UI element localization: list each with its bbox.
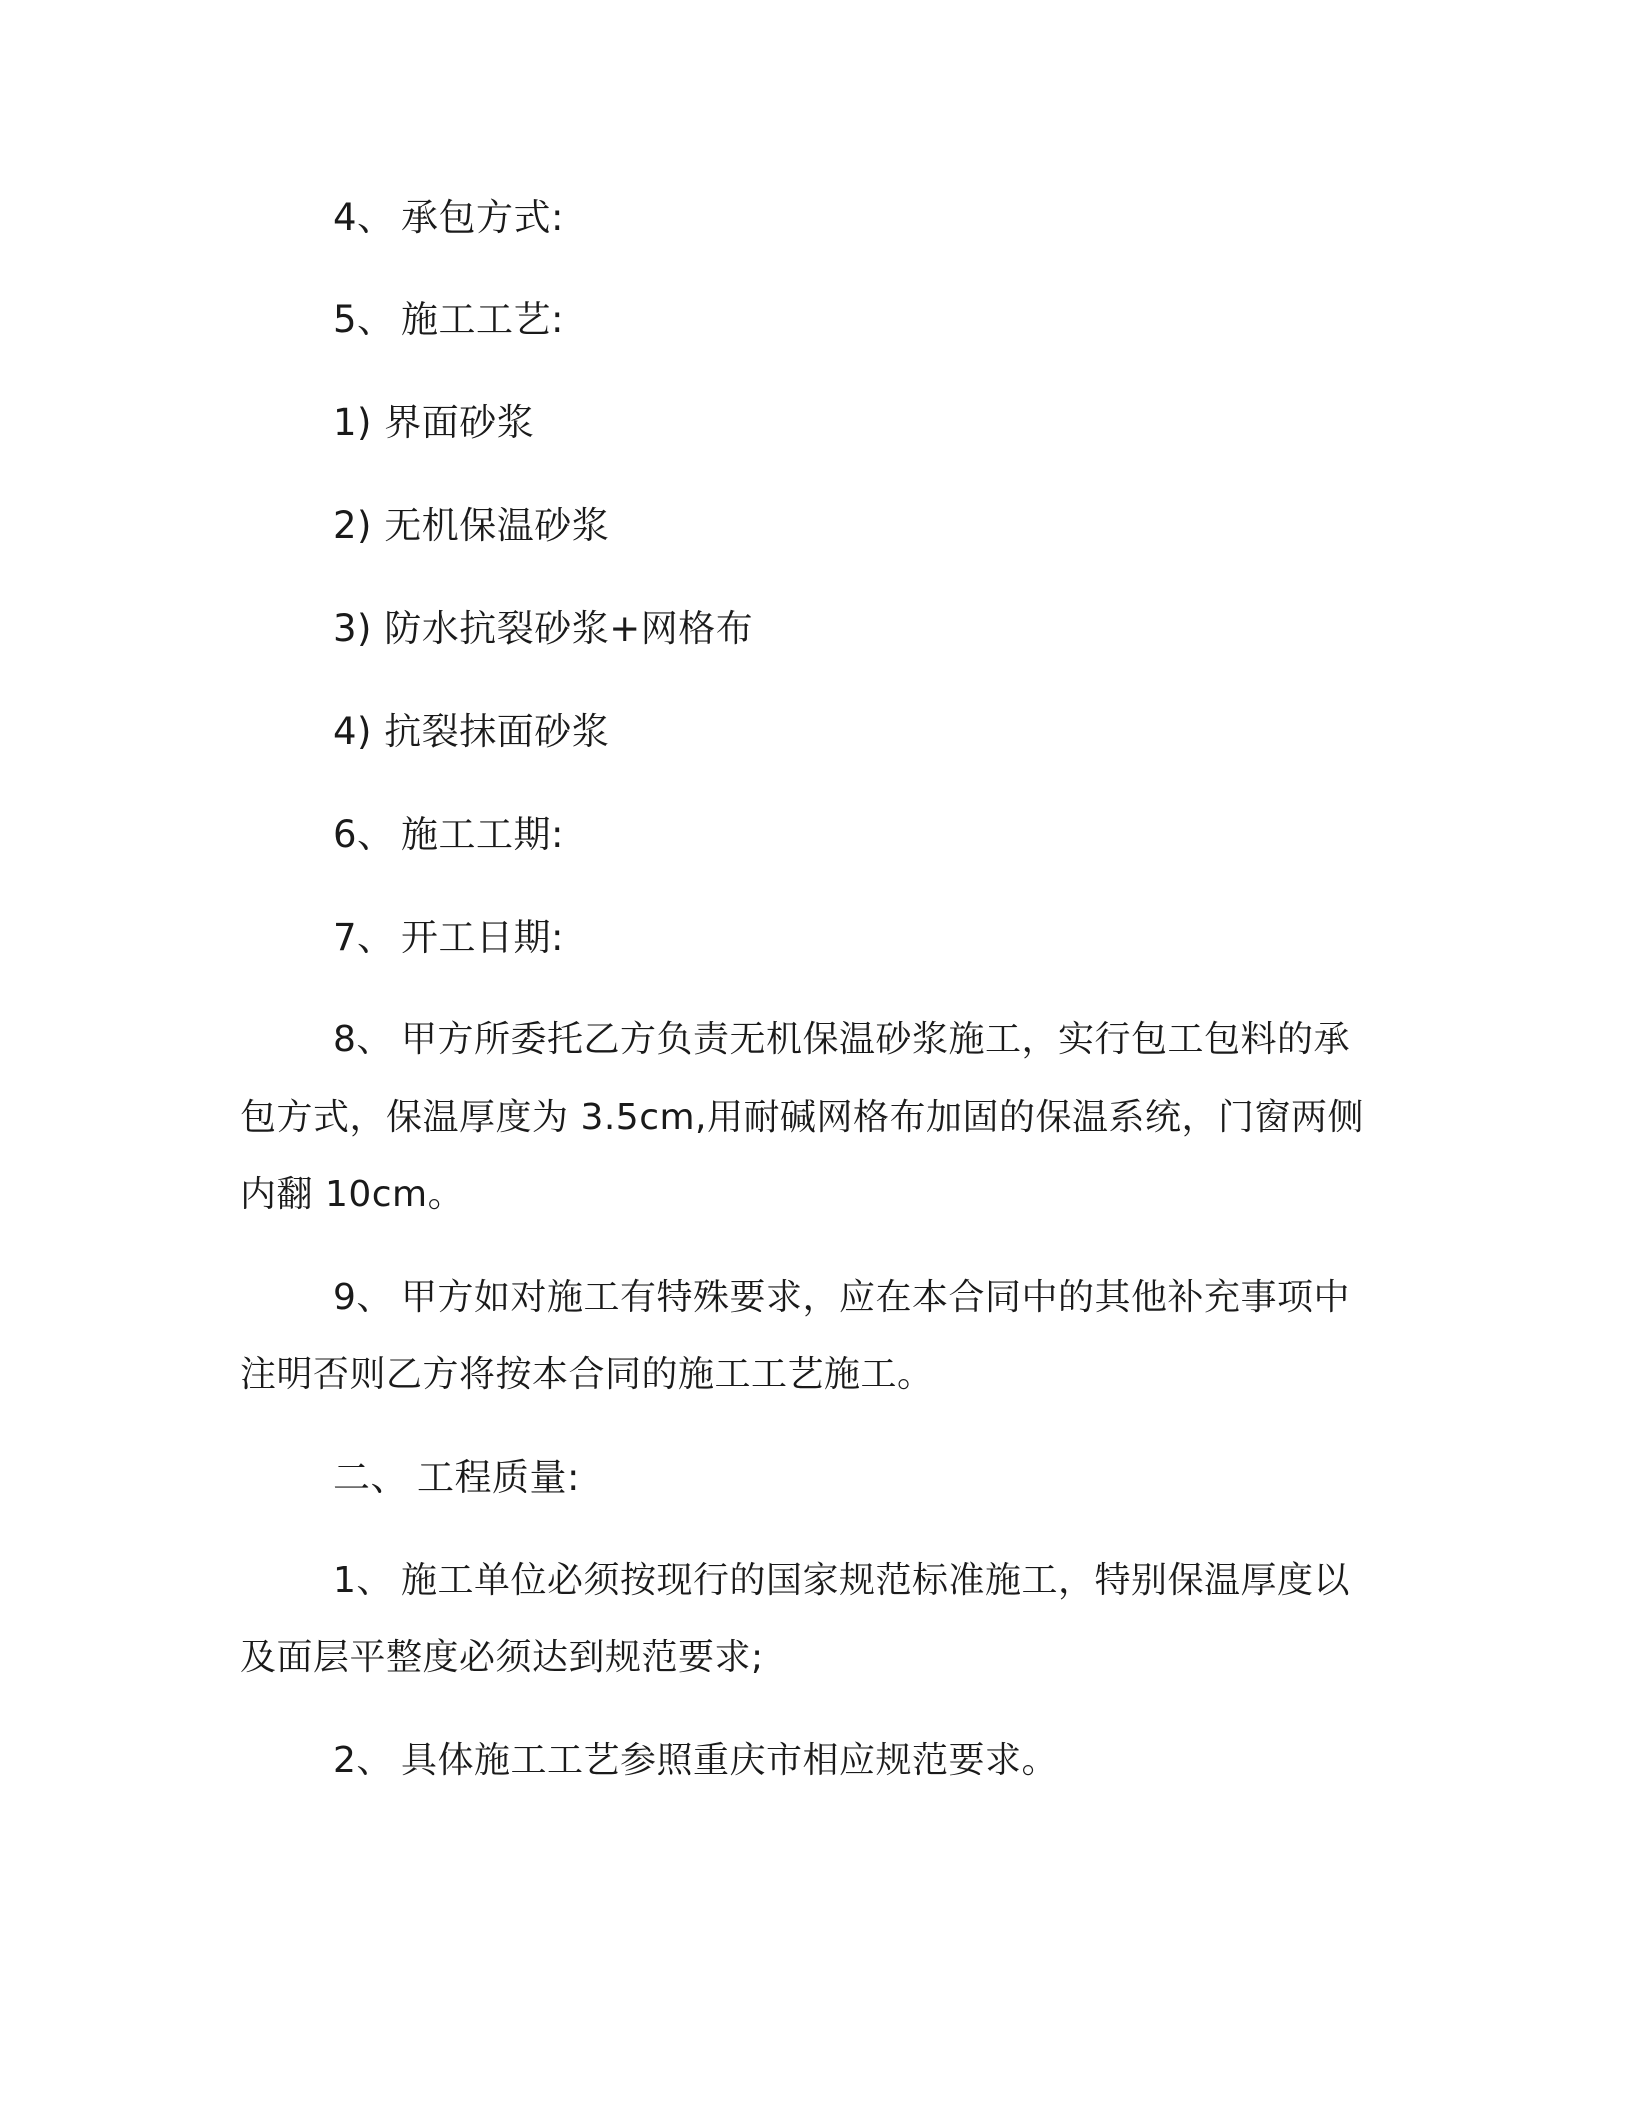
section-title: 工程质量: (417, 1456, 580, 1499)
quality-item-2 (333, 1739, 1058, 1783)
step-text: 防水抗裂砂浆+网格布 (384, 607, 754, 650)
item-text: 施工单位必须按现行的国家规范标准施工，特别保温厚度以 (401, 1560, 1351, 1601)
item-8-line-3: 内翻 10cm。 (240, 1174, 465, 1215)
item-number: 9、 (333, 1277, 393, 1318)
step-number: 3) (333, 607, 372, 650)
section-number: 二、 (333, 1456, 408, 1499)
item-number: 2、 (333, 1740, 393, 1781)
item-start-date (333, 916, 564, 960)
step-number: 2) (333, 504, 372, 547)
item-process (333, 298, 564, 342)
process-step-2 (333, 504, 609, 548)
item-text: 承包方式: (401, 196, 564, 239)
item-text: 施工工期: (401, 813, 564, 856)
step-text: 界面砂浆 (384, 401, 535, 444)
item-8-line-2: 包方式，保温厚度为 3.5cm,用耐碱网格布加固的保温系统，门窗两侧 (240, 1097, 1365, 1138)
step-number: 1) (333, 401, 372, 444)
item-text: 甲方如对施工有特殊要求，应在本合同中的其他补充事项中 (401, 1277, 1351, 1318)
item-contract-method (333, 196, 564, 240)
item-number: 8、 (333, 1019, 393, 1060)
item-8-line-1 (333, 1018, 1350, 1062)
item-number: 7、 (333, 916, 395, 959)
step-text: 抗裂抹面砂浆 (384, 710, 610, 753)
process-step-1 (333, 401, 534, 445)
item-number: 4、 (333, 196, 395, 239)
item-duration (333, 813, 564, 857)
step-text: 无机保温砂浆 (384, 504, 610, 547)
item-number: 1、 (333, 1560, 393, 1601)
section-heading-quality (333, 1456, 580, 1500)
item-number: 6、 (333, 813, 395, 856)
item-number: 5、 (333, 298, 395, 341)
item-text: 甲方所委托乙方负责无机保温砂浆施工，实行包工包料的承 (401, 1019, 1351, 1060)
process-step-4 (333, 710, 609, 754)
item-text: 施工工艺: (401, 298, 564, 341)
item-9-line-1 (333, 1276, 1350, 1320)
quality-item-1-line-1 (333, 1559, 1350, 1603)
process-step-3 (333, 607, 753, 651)
quality-item-1-line-2: 及面层平整度必须达到规范要求; (240, 1637, 764, 1678)
item-text: 开工日期: (401, 916, 564, 959)
step-number: 4) (333, 710, 372, 753)
item-text: 具体施工工艺参照重庆市相应规范要求。 (401, 1740, 1059, 1781)
item-9-line-2: 注明否则乙方将按本合同的施工工艺施工。 (240, 1354, 934, 1395)
